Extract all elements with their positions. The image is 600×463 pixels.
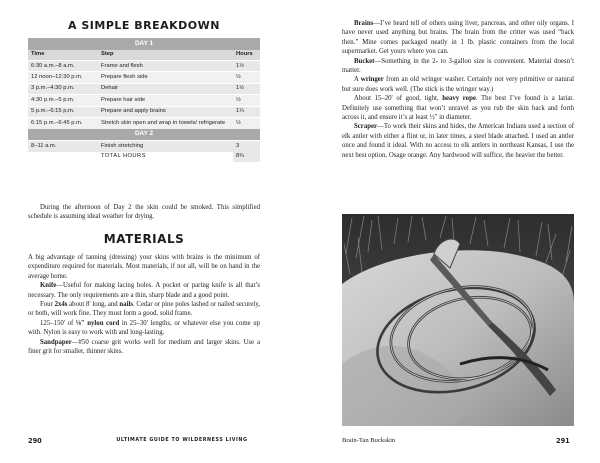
- hours-column-header: Hours: [233, 50, 260, 61]
- table-row: [28, 61, 260, 72]
- poles-term-1: 2x4s: [54, 301, 68, 309]
- rope-text-1: About 15–20' of good, tight,: [354, 95, 443, 103]
- knife-paragraph: [28, 281, 260, 300]
- right-running-head: Brain-Tan Buckskin: [342, 437, 396, 444]
- time-cell: 6:30 a.m.–8 a.m.: [28, 61, 98, 72]
- right-page: [300, 0, 600, 463]
- poles-text-1: Four: [40, 301, 55, 309]
- table-row: [28, 95, 260, 106]
- table-header-row: [28, 50, 260, 61]
- time-column-header: Time: [28, 50, 98, 61]
- time-cell: 6:15 p.m.–6:45 p.m.: [28, 118, 98, 129]
- poles-text-2: about 8' long, and: [67, 301, 120, 309]
- sandpaper-paragraph: [28, 338, 260, 357]
- wringer-paragraph: [342, 75, 574, 94]
- step-cell: Prepare and apply brains: [98, 106, 233, 117]
- rope-paragraph: [342, 94, 574, 122]
- step-column-header: Step: [98, 50, 233, 61]
- schedule-table: [28, 38, 260, 162]
- step-cell: Prepare flesh side: [98, 72, 233, 83]
- bucket-paragraph: [342, 57, 574, 76]
- total-hours-value: 8¾: [233, 152, 260, 162]
- materials-heading: MATERIALS: [103, 232, 185, 246]
- after-table-paragraph: During the afternoon of Day 2 the skin could be smoked. This simplified schedule is assuming ideal weather for drying.: [28, 204, 260, 221]
- poles-text-3: . Cedar or pine poles lashed or nailed securely, or both, will work fine. They must form a good, solid frame.: [28, 301, 260, 318]
- right-page-text: [342, 19, 574, 160]
- sandpaper-term: Sandpaper: [40, 338, 72, 346]
- scraper-paragraph: [342, 122, 574, 160]
- poles-term-2: nails: [119, 301, 133, 309]
- time-cell: 3 p.m.–4:30 p.m.: [28, 83, 98, 94]
- hours-cell: ½: [233, 95, 260, 106]
- right-page-number: 291: [556, 437, 570, 445]
- day-1-row: [28, 38, 260, 50]
- hours-cell: ½: [233, 118, 260, 129]
- step-cell: Finish stretching: [98, 141, 233, 152]
- poles-paragraph: [28, 300, 260, 319]
- hours-cell: 1½: [233, 61, 260, 72]
- table-row: [28, 141, 260, 152]
- cord-paragraph: [28, 319, 260, 338]
- bucket-text: —Something in the 2- to 3-gallon size is convenient. Material doesn’t matter.: [342, 57, 574, 75]
- sandpaper-text: —#50 coarse grit works well for medium and larger skins. Use a finer grit for smaller, thinner skins.: [28, 338, 260, 356]
- simple-breakdown-heading: A SIMPLE BREAKDOWN: [68, 19, 220, 32]
- knife-text: —Useful for making lacing holes. A pocket or paring knife is all that’s necessary. The only requirements are a thin, sharp blade and a good point.: [28, 282, 260, 299]
- brains-paragraph: [342, 19, 574, 57]
- brains-text: —I’ve heard tell of others using liver, pancreas, and other oily organs. I have never used anything but brains. The brain from the critter was used “back then.” Mine comes packaged neatly in 1 lb. plastic containers from the local supermarket. Get yours where you can.: [342, 20, 574, 56]
- rope-text-2: . The best I’ve found is a lariat. Definitely use something that won’t unravel as you rub the skin back and forth across it, and ensure it’s at least ½" in diameter.: [342, 95, 575, 122]
- time-cell: 5 p.m.–6:15 p.m.: [28, 106, 98, 117]
- brains-term: Brains: [354, 20, 374, 27]
- photo-rope-and-scraper: [342, 214, 574, 426]
- left-running-head: ULTIMATE GUIDE TO WILDERNESS LIVING: [116, 438, 248, 443]
- materials-intro-paragraph: A big advantage of tanning (dressing) your skins with brains is the minimum of expenditure required for materials. Most materials, if not all, will be on hand in the average home.: [28, 254, 260, 280]
- step-cell: Dehair: [98, 83, 233, 94]
- hours-cell: ½: [233, 72, 260, 83]
- after-table-text: [28, 203, 260, 222]
- knife-term: Knife: [40, 282, 57, 290]
- total-hours-label: TOTAL HOURS: [98, 152, 233, 162]
- table-row: [28, 83, 260, 94]
- step-cell: Stretch skin open and wrap in towels/ refrigerate: [98, 118, 233, 129]
- time-cell: 12 noon–12:30 p.m.: [28, 72, 98, 83]
- wringer-term: wringer: [360, 76, 384, 84]
- day-2-row: [28, 129, 260, 141]
- time-cell: 8–11 a.m.: [28, 141, 98, 152]
- cord-term: ⅛" nylon cord: [75, 319, 120, 327]
- left-page-number: 290: [28, 437, 42, 445]
- rope-term: heavy rope: [442, 95, 476, 103]
- step-cell: Frame and flesh: [98, 61, 233, 72]
- table-row: [28, 72, 260, 83]
- hours-cell: 3: [233, 141, 260, 152]
- cord-text-2: in 25–30' lengths, or whatever else you come up with. Nylon is easy to work with and long-lasting.: [28, 319, 260, 337]
- cord-text-1: 125–150' of: [40, 319, 76, 327]
- day-2-label: DAY 2: [28, 129, 260, 141]
- hours-cell: 1½: [233, 83, 260, 94]
- time-cell: 4:30 p.m.–5 p.m.: [28, 95, 98, 106]
- step-cell: Prepare hair side: [98, 95, 233, 106]
- scraper-term: Scraper: [354, 123, 378, 131]
- photo-illustration: [342, 214, 574, 426]
- materials-text: [28, 253, 260, 356]
- day-1-label: DAY 1: [28, 38, 260, 50]
- table-row: [28, 106, 260, 117]
- total-row: [28, 152, 260, 162]
- wringer-text-2: from an old wringer washer. Certainly not very primitive or natural but sure does work well. (The stick is the wringer way.): [342, 76, 574, 93]
- hours-cell: 1¼: [233, 106, 260, 117]
- scraper-text: —To work their skins and hides, the American Indians used a section of elk antler with either a flint or, in later times, a steel blade attached. I used an antler once and found it ideal. With no access to elk antlers in northeast Kansas, I use the next best option, Osage orange. Any hardwood will suffice, the heavier the better.: [342, 123, 574, 159]
- table-row: [28, 118, 260, 129]
- wringer-text-1: A: [354, 76, 361, 84]
- bucket-term: Bucket: [354, 57, 375, 65]
